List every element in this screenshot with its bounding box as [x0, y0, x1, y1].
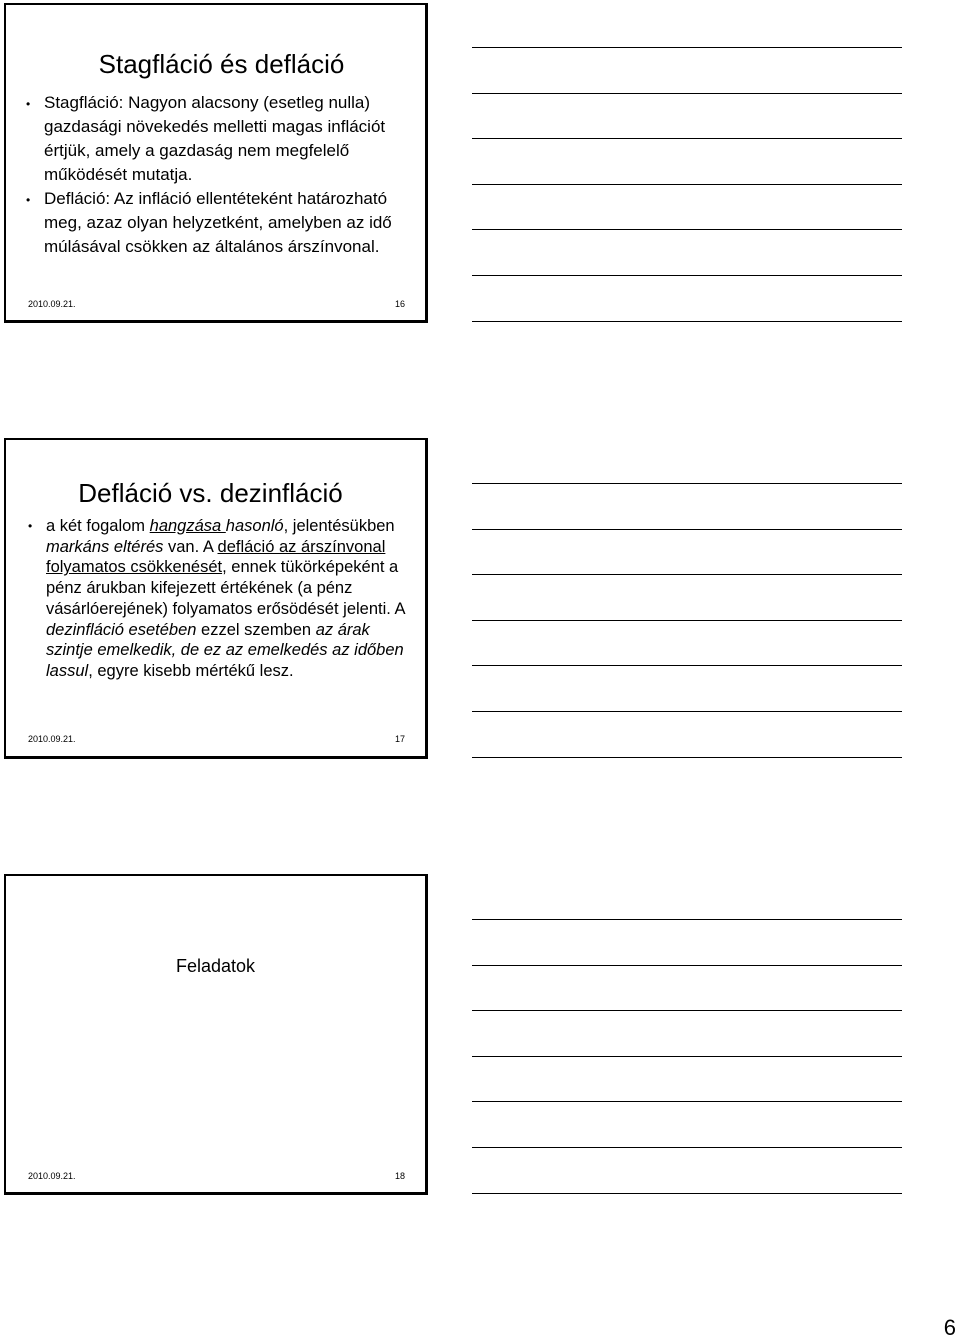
text-run: defláció az árszínvonal folyamatos csökkenését [46, 537, 386, 577]
page-number: 6 [943, 1315, 956, 1340]
note-line [472, 665, 902, 666]
note-line [472, 483, 902, 484]
note-line [472, 275, 902, 276]
slide-title: Stagfláció és defláció [98, 49, 345, 79]
text-run: dezinfláció esetében [46, 620, 197, 639]
note-line [472, 1193, 902, 1194]
slide-number: 17 [394, 734, 405, 744]
text-run: hangzása [149, 517, 226, 535]
note-line [472, 1101, 902, 1102]
note-line [472, 965, 902, 966]
slide-title: Defláció vs. dezinfláció [78, 478, 343, 508]
text-run: , egyre kisebb mértékű lesz. [88, 661, 294, 680]
note-line [472, 757, 902, 758]
text-run: hasonló [225, 517, 284, 535]
note-line [472, 529, 902, 530]
note-line [472, 321, 902, 322]
note-line [472, 47, 902, 48]
slide-number: 16 [394, 299, 405, 309]
note-line [472, 138, 902, 139]
slide-title: Feladatok [175, 956, 256, 976]
note-line [472, 229, 902, 230]
note-line [472, 1147, 902, 1148]
note-line [472, 711, 902, 712]
text-run: van. A [163, 537, 218, 556]
note-line [472, 1056, 902, 1057]
bullet-item: • Stagfláció: Nagyon alacsony (esetleg nulla) gazdasági növekedés melletti magas inflációt értjük, amely a gazdaság nem megfelelő működését mutatja. [26, 91, 406, 187]
note-line [472, 620, 902, 621]
text-run: az árak szintje emelkedik, de ez az emelkedés az időben lassul [46, 620, 404, 680]
slide-16 [4, 3, 428, 323]
slide-18 [4, 874, 428, 1195]
slide-number: 18 [394, 1171, 405, 1181]
text-run: a két fogalom [46, 517, 150, 535]
bullet-item: • Defláció: Az infláció ellentéteként határozható meg, azaz olyan helyzetként, amelyben az idő múlásával csökken az általános árszínvonal. [26, 187, 406, 259]
slide-date: 2010.09.21. [28, 734, 76, 744]
note-line [472, 919, 902, 920]
note-line [472, 93, 902, 94]
note-line [472, 574, 902, 575]
bullet-list [28, 516, 418, 682]
slide-17 [4, 438, 428, 759]
text-run: markáns eltérés [46, 537, 164, 556]
text-run: , jelentésükben [283, 517, 395, 535]
slide-date: 2010.09.21. [28, 1171, 76, 1181]
slide-date: 2010.09.21. [28, 299, 76, 309]
note-line [472, 1010, 902, 1011]
bullet-item [28, 516, 418, 682]
note-line [472, 184, 902, 185]
text-run: ezzel szemben [196, 620, 316, 639]
bullet-list [26, 91, 406, 259]
text-run: , ennek tükörképeként a pénz árukban kifejezett értékének (a pénz vásárlóerejének) folyamatos erősödését jelenti. A [46, 558, 405, 618]
